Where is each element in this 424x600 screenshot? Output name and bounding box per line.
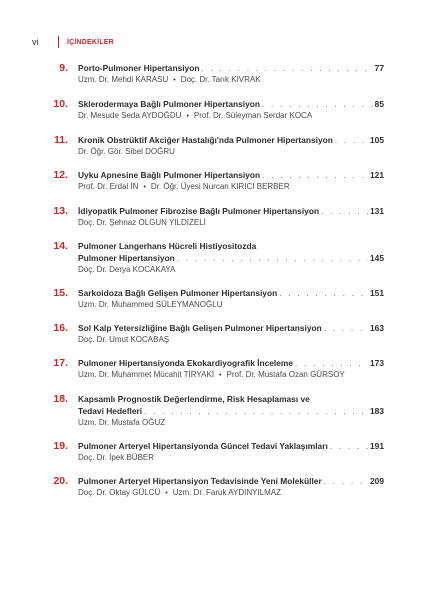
page-number: vi — [32, 37, 39, 47]
chapter-number: 15. — [53, 287, 68, 299]
dot-leader — [295, 357, 368, 369]
dot-leader — [201, 62, 372, 74]
entry-body — [78, 475, 384, 500]
toc-list — [38, 62, 384, 511]
entry-body — [78, 287, 384, 311]
toc-entry[interactable] — [38, 475, 384, 500]
chapter-number: 19. — [53, 440, 68, 452]
entry-body — [78, 134, 384, 158]
toc-entry[interactable] — [38, 357, 384, 382]
toc-entry[interactable] — [38, 240, 384, 276]
author-list — [78, 487, 384, 500]
chapter-title[interactable]: Pulmoner Arteryel Hipertansiyonda Güncel Tedavi Yaklaşımları — [78, 441, 328, 451]
title-row — [78, 98, 384, 110]
dot-leader — [144, 405, 368, 417]
entry-body — [78, 357, 384, 382]
author-name: Uzm. Dr. Muhammed SÜLEYMANOĞLU — [78, 300, 223, 309]
chapter-number: 9. — [59, 62, 68, 74]
page-ref[interactable]: 163 — [370, 323, 384, 333]
author-name: Doç. Dr. Şehnaz OLGUN YILDIZELİ — [78, 218, 206, 227]
chapter-title[interactable]: Kronik Obstrüktif Akciğer Hastalığı'nda Pulmoner Hipertansiyon — [78, 135, 333, 145]
bullet-separator: • — [186, 113, 189, 120]
toc-entry[interactable] — [38, 98, 384, 123]
entry-body — [78, 205, 384, 229]
author-name: Uzm. Dr. Muhammet Mücahit TİRYAKİ — [78, 370, 215, 379]
title-row — [78, 252, 384, 264]
entry-body — [78, 98, 384, 123]
author-list — [78, 452, 384, 464]
toc-entry[interactable] — [38, 287, 384, 311]
toc-entry[interactable] — [38, 393, 384, 429]
header-divider — [58, 36, 59, 48]
chapter-title[interactable]: Pulmoner Hipertansiyonda Ekokardiyografik İnceleme — [78, 358, 294, 368]
chapter-number: 16. — [53, 322, 68, 334]
author-list — [78, 146, 384, 158]
dot-leader — [262, 98, 373, 110]
entry-body — [78, 393, 384, 429]
author-list — [78, 110, 384, 123]
page-ref[interactable]: 151 — [370, 288, 384, 298]
toc-entry[interactable] — [38, 440, 384, 464]
author-name: Doç. Dr. İpek BÜBER — [78, 453, 155, 462]
bullet-separator: • — [165, 490, 168, 497]
author-name: Uzm. Dr. Faruk AYDINYILMAZ — [172, 488, 282, 497]
page-ref[interactable]: 145 — [370, 253, 384, 263]
author-list — [78, 299, 384, 311]
chapter-number: 11. — [53, 134, 68, 146]
toc-entry[interactable] — [38, 322, 384, 346]
title-row — [78, 134, 384, 146]
author-name: Prof. Dr. Erdal İN — [78, 182, 139, 191]
page-ref[interactable]: 209 — [370, 476, 384, 486]
chapter-number: 10. — [53, 98, 68, 110]
author-name: Uzm. Dr. Mehdi KARASU — [78, 75, 169, 84]
bullet-separator: • — [143, 184, 146, 191]
title-row — [78, 440, 384, 452]
chapter-number: 12. — [53, 169, 68, 181]
header-title: İÇİNDEKİLER — [67, 38, 114, 46]
chapter-number: 14. — [53, 240, 68, 252]
page-ref[interactable]: 121 — [370, 170, 384, 180]
author-name: Doç. Dr. Oktay GÜLCÜ — [78, 488, 161, 497]
entry-body — [78, 240, 384, 276]
chapter-number: 18. — [53, 393, 68, 405]
chapter-title[interactable]: Tedavi Hedefleri — [78, 406, 143, 416]
chapter-title[interactable]: İdiyopatik Pulmoner Fibrozise Bağlı Pulmoner Hipertansiyon — [78, 206, 320, 216]
author-name: Dr. Öğr. Gör. Sibel DOĞRU — [78, 147, 175, 156]
title-row — [78, 62, 384, 74]
title-row — [78, 357, 384, 369]
entry-body — [78, 62, 384, 87]
author-list — [78, 369, 384, 382]
bullet-separator: • — [173, 77, 176, 84]
author-name: Prof. Dr. Mustafa Ozan GÜRSOY — [226, 370, 345, 379]
chapter-number: 20. — [53, 475, 68, 487]
author-list — [78, 417, 384, 429]
toc-entry[interactable] — [38, 205, 384, 229]
chapter-number: 17. — [53, 357, 68, 369]
page-header — [32, 34, 114, 50]
dot-leader — [262, 169, 368, 181]
chapter-number: 13. — [53, 205, 68, 217]
page-ref[interactable]: 77 — [374, 63, 384, 73]
title-row — [78, 475, 384, 487]
page-ref[interactable]: 131 — [370, 206, 384, 216]
author-name: Doç. Dr. Umut KOCABAŞ — [78, 335, 170, 344]
title-row — [78, 322, 384, 334]
author-name: Dr. Mesude Seda AYDOĞDU — [78, 111, 182, 120]
dot-leader — [321, 205, 368, 217]
author-name: Uzm. Dr. Mustafa OĞUZ — [78, 418, 166, 427]
chapter-title-line1: Pulmoner Langerhans Hücreli Histiyositozda — [78, 241, 257, 251]
page-ref[interactable]: 191 — [370, 441, 384, 451]
entry-body — [78, 440, 384, 464]
dot-leader — [177, 252, 368, 264]
page-ref[interactable]: 85 — [374, 99, 384, 109]
author-list — [78, 264, 384, 276]
author-name: Dr. Öğr. Üyesi Nurcan KIRICI BERBER — [150, 182, 290, 191]
title-row — [78, 169, 384, 181]
toc-entry[interactable] — [38, 134, 384, 158]
author-list — [78, 217, 384, 229]
page-ref[interactable]: 183 — [370, 406, 384, 416]
chapter-title[interactable]: Sarkoidoza Bağlı Gelişen Pulmoner Hipertansiyon — [78, 288, 278, 298]
title-row — [78, 205, 384, 217]
entry-body — [78, 322, 384, 346]
toc-entry[interactable] — [38, 169, 384, 194]
toc-entry[interactable] — [38, 62, 384, 87]
chapter-title[interactable]: Uyku Apnesine Bağlı Pulmoner Hipertansiyon — [78, 170, 261, 180]
dot-leader — [335, 134, 368, 146]
bullet-separator: • — [219, 372, 222, 379]
dot-leader — [324, 475, 368, 487]
chapter-title-line1: Kapsamlı Prognostik Değerlendirme, Risk Hesaplaması ve — [78, 394, 310, 404]
author-list — [78, 74, 384, 87]
chapter-title[interactable]: Pulmoner Arteryel Hipertansiyon Tedavisinde Yeni Moleküller — [78, 476, 322, 486]
author-name: Prof. Dr. Süleyman Serdar KOCA — [193, 111, 313, 120]
chapter-title[interactable]: Sklerodermaya Bağlı Pulmoner Hipertansiyon — [78, 99, 260, 109]
author-list — [78, 181, 384, 194]
title-row — [78, 405, 384, 417]
page-ref[interactable]: 105 — [370, 135, 384, 145]
title-row — [78, 287, 384, 299]
entry-body — [78, 169, 384, 194]
author-name: Doç. Dr. Tarık KIVRAK — [180, 75, 261, 84]
author-list — [78, 334, 384, 346]
dot-leader — [279, 287, 368, 299]
dot-leader — [330, 440, 368, 452]
author-name: Doç. Dr. Derya KOCAKAYA — [78, 265, 176, 274]
chapter-title[interactable]: Pulmoner Hipertansiyon — [78, 253, 175, 263]
dot-leader — [324, 322, 368, 334]
chapter-title[interactable]: Porto-Pulmoner Hipertansiyon — [78, 63, 200, 73]
chapter-title[interactable]: Sol Kalp Yetersizliğine Bağlı Gelişen Pulmoner Hipertansiyon — [78, 323, 322, 333]
page-ref[interactable]: 173 — [370, 358, 384, 368]
